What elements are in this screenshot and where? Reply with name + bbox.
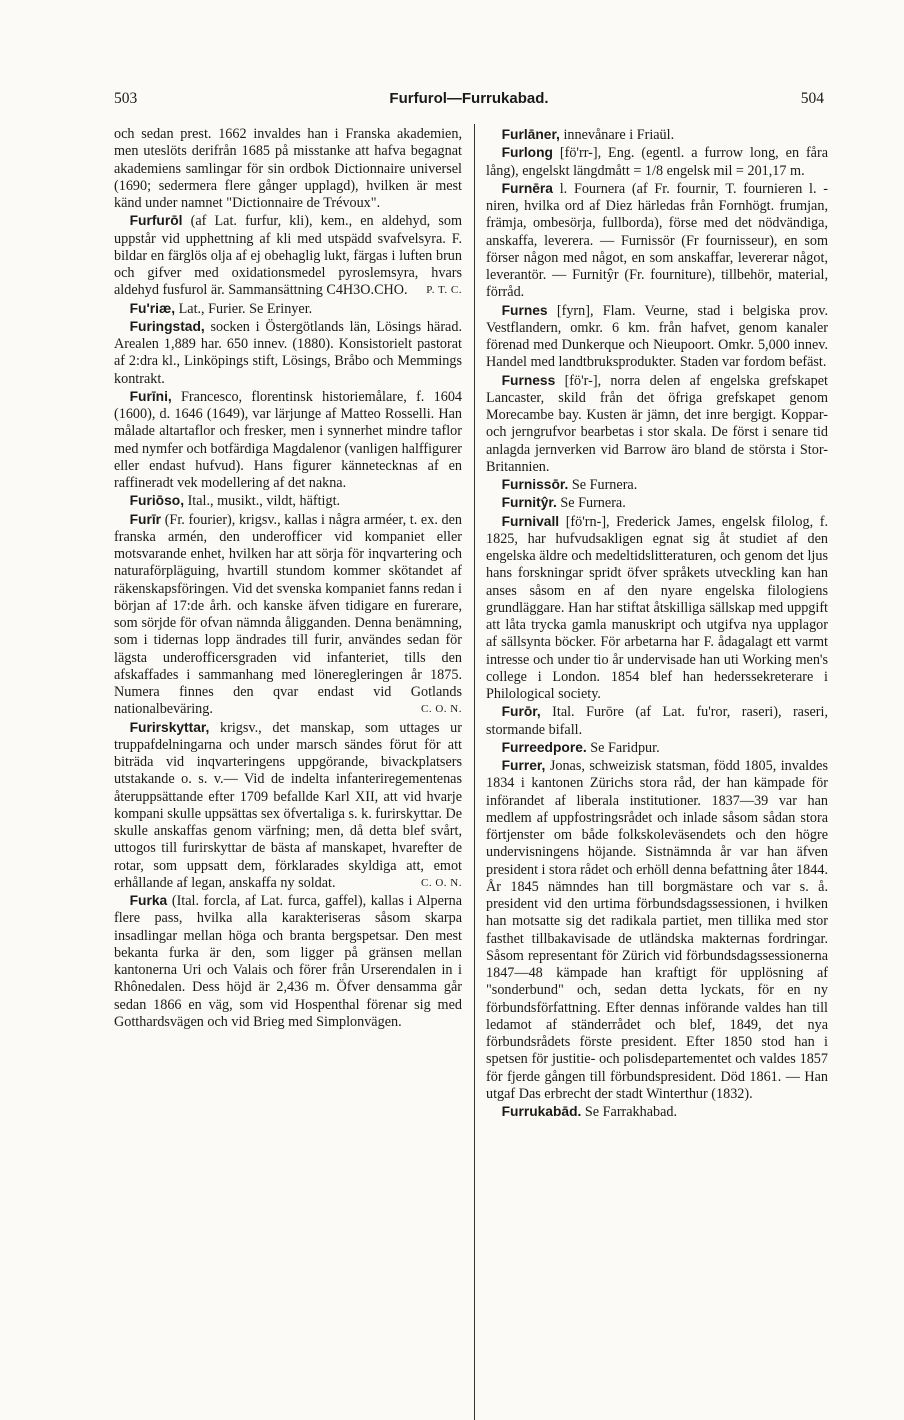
entry-headword: Furreedpore. <box>501 739 587 755</box>
entry-headword: Furiōso, <box>129 493 185 509</box>
page-header <box>114 90 824 114</box>
entry-text: och sedan prest. 1662 invaldes han i Franska akademien, men uteslöts derifrån 1685 på misstanke att hafva begagnat akademiens samlingar för sin ordbok Dictionnaire universel (1690; sedermera flere gånger upplagd), hvilken är mest känd under namnet "Dictionnaire de Trévoux". <box>114 126 462 211</box>
entry-headword: Furfurōl <box>129 213 183 229</box>
dictionary-entry <box>114 388 462 493</box>
page-number-left: 503 <box>114 90 138 107</box>
entry-headword: Furnes <box>501 302 548 318</box>
entry-text: [fyrn], Flam. Veurne, stad i belgiska prov. Vestflandern, omkr. 6 km. från hafvet, genom kanaler förenad med Dunkerque och Nieupoort. Omkr. 5,000 innev. Handel med landtbruksprodukter. Staden var fordom befäst. <box>486 302 828 371</box>
entry-text: l. Fournera (af Fr. fournir, T. fournieren l. -niren, hvilka ord af Diez härledas från Fornhögt. frumjan, främja, ombesörja, fullborda), förse med det nödvändiga, anskaffa, leverera. — Furnissör (Fr fournisseur), en som förser någon med något, en som anskaffar, levererar något, leverantör. — Furnitŷr (Fr. fourniture), tillbehör, material, förråd. <box>486 180 828 301</box>
dictionary-entry <box>486 513 828 704</box>
entry-text: [fö'r-], norra delen af engelska grefskapet Lancaster, skild från det öfriga grefskapet genom Morecambe bay. Kusten är jämn, det inre bergigt. Koppar- och jerngrufvor bearbetas i stor skala. De först i senare tid anlagda jernverken vid Barrow äro bland de största i Stor-Britannien. <box>486 372 828 475</box>
dictionary-entry <box>486 126 828 144</box>
entry-headword: Furīni, <box>129 388 172 404</box>
entry-text: Ital., musikt., vildt, häftigt. <box>187 493 341 510</box>
entry-text: [fö'rn-], Frederick James, engelsk filolog, f. 1825, har hufvudsakligen egnat sig åt studiet af den engelska äldre och medeltidslitteraturen, och genom det ljus hans forskningar spridt öfver språkets utveckling kan han anses såsom en af den nyare engelska filologiens grundläggare. Han har stiftat åtskilliga sällskap med uppgift att låta trycka gamla manuskript och utgifva nya upplagor af sällsynta böcker. För arbetarna har F. ådagalagt ett varmt intresse och under tio år undervisade han uti Working men's college i London. 1854 blef han hederssekreterare i Philological society. <box>486 513 829 702</box>
dictionary-entry <box>114 300 462 318</box>
entry-headword: Furrer, <box>501 758 546 773</box>
left-column <box>114 126 462 1031</box>
dictionary-entry <box>486 180 828 302</box>
entry-headword: Furrukabād. <box>501 1104 582 1119</box>
page-number-right: 504 <box>800 90 824 107</box>
entry-text: Francesco, florentinsk historiemålare, f. 1604 (1600), d. 1646 (1649), var lärjunge af Matteo Rosselli. Han målade altartaflor och fresker, men i synnerhet mindre taflor med nymfer och botfärdiga Magdalenor (vanligen halffigurer eller endast hufvud). Hans figurer kännetecknas af en raffineradt vek modellering af det nakna. <box>114 388 463 491</box>
entry-text: Jonas, schweizisk statsman, född 1805, invaldes 1834 i kantonen Zürichs stora råd, der han kämpade för införandet af liberala institutioner. 1837—39 var han medlem af uppfostringsrådet och inlade såsom sådan stora förtjenster om både folkskoleväsendets och den högre undervisningens höjande. Sistnämnda år var han äfven president i stora rådet och erhöll denna befattning åter 1844. År 1845 nämndes han till borgmästare och var s. å. president vid den urtima förbundsdagssessionen, i hvilken han motsatte sig det radikala partiet, men tillika med stor fasthet tillbakavisade de utländska makternas fordringar. Såsom representant för Zürich vid förbundsdagssessionerna 1847—48 kämpade han kraftigt för upplösning af "sonderbund" och, sedan detta lyckats, för en ny förbundsförfattning. Efter dennas införande valdes han till ledamot af ständerrådet och blef, 1849, det nya förbundsrådets förste president. Efter 1850 stod han i spetsen för justitie- och polisdepartementet och valdes 1857 för fjerde gången till förbundspresident. Död 1861. — Han utgaf Das erbrecht der stadt Winterthur (1832). <box>486 758 829 1102</box>
entry-text: Se Furnera. <box>560 495 626 512</box>
entry-headword: Furnitŷr. <box>501 495 557 511</box>
author-signature: C. O. N. <box>421 703 462 716</box>
dictionary-entry <box>114 126 462 212</box>
entry-text: Lat., Furier. Se Erinyer. <box>178 300 313 317</box>
dictionary-entry <box>114 212 462 299</box>
dictionary-entry <box>486 1103 828 1121</box>
dictionary-entry <box>486 739 828 757</box>
author-signature: P. T. C. <box>426 284 462 297</box>
entry-text: Se Faridpur. <box>590 739 660 756</box>
right-column <box>486 126 828 1121</box>
entry-headword: Furlong <box>501 145 553 161</box>
entry-headword: Furnissōr. <box>501 477 569 492</box>
column-divider <box>474 124 475 1420</box>
dictionary-entry <box>486 144 828 180</box>
dictionary-entry <box>114 492 462 510</box>
entry-text: innevånare i Friaül. <box>563 127 675 143</box>
entry-text: Se Furnera. <box>571 477 638 493</box>
entry-text: Ital. Furōre (af Lat. fu'ror, raseri), raseri, stormande bifall. <box>486 704 829 738</box>
dictionary-entry <box>114 511 462 719</box>
entry-headword: Furlāner, <box>501 127 560 142</box>
dictionary-entry <box>114 318 462 388</box>
entry-text: (Ital. forcla, af Lat. furca, gaffel), kallas i Alperna flere pass, hvilka alla karakteriseras såsom skarpa insadlingar mellan höga och branta bergspetsar. Den mest bekanta furka är den, som ligger på gränsen mellan kantonerna Uri och Valais och förer från Urserendalen in i Rhônedalen. Dess höjd är 2,436 m. Öfver densamma går sedan 1866 en väg, som vid Hospenthal förenar sig med Gotthardsvägen och vid Brieg med Simplonvägen. <box>114 893 463 1030</box>
entry-headword: Furirskyttar, <box>129 719 210 735</box>
dictionary-entry <box>486 476 828 494</box>
entry-headword: Furingstad, <box>129 318 205 334</box>
entry-text: (Fr. fourier), krigsv., kallas i några arméer, t. ex. den franska armén, den underofficer vid kompaniet eller motsvarande enhet, hvilken har att sörja för inqvartering och naturaförpläguing, hvartill stundom kommer skötandet af räkenskapsföringen. Vid det svenska kompaniet fanns redan i början af 17:de årh. och kanske äfven tidigare en furerare, som sörjde för ofvan nämnda åligganden. Denna benämning, som i tidernas lopp ändrades till furir, användes sedan för lägsta underofficersgraden vid infanteriet, tills den afskaffades i sammanhang med löneregleringen år 1875. Numera finnes den qvar endast vid Gotlands nationalbeväring. <box>114 511 463 718</box>
dictionary-entry <box>486 757 828 1103</box>
entry-headword: Furka <box>129 893 168 908</box>
entry-headword: Furōr, <box>501 704 541 720</box>
author-signature: C. O. N. <box>421 876 462 889</box>
entry-text: krigsv., det manskap, som uttages ur truppafdelningarna och under marsch sändes förut för att biträda vid inqvarteringens uppgörande, bivackplatsers utstakande o. s. v.— Vid de indelta infanteriregementenas återuppsättande efter 1709 befallde Karl XII, att vid hvarje kompani skulle uppsättas sex öfvertaliga s. k. furirskyttar. De skulle anskaffas genom värfning; men, då detta blef svårt, uttogos till furirskyttar de bästa af manskapet, hvarefter de rotar, som uppsatt dem, förklarades skyldiga att, emot erhållande af legan, anskaffa ny soldat. <box>114 719 462 891</box>
entry-text: [fö'rr-], Eng. (egentl. a furrow long, en fåra lång), engelskt längdmått = 1/8 engelsk mil = 201,17 m. <box>486 145 828 179</box>
running-title: Furfurol—Furrukabad. <box>389 90 549 107</box>
entry-headword: Furness <box>501 372 556 388</box>
entry-headword: Furnēra <box>501 180 553 196</box>
entry-text: socken i Östergötlands län, Lösings härad. Arealen 1,889 har. 650 innev. (1880). Konsistorielt pastorat af 2:dra kl., Linköpings stift, Lösings, Bråbo och Memmings kontrakt. <box>114 318 462 387</box>
dictionary-entry <box>114 719 462 893</box>
entry-headword: Fu'riæ, <box>129 300 176 316</box>
dictionary-entry <box>486 494 828 512</box>
entry-text: (af Lat. furfur, kli), kem., en aldehyd, som uppstår vid upphettning af kli med utspädd svafvelsyra. F. bildar en färglös olja af ej obehaglig lukt, färgas i luften brun och gifver med oxidationsmedel pyroslemsyra, hvars aldehyd fusfurol är. Sammansättning C4H3O.CHO. <box>114 213 463 299</box>
dictionary-entry <box>486 703 828 739</box>
entry-text: Se Farrakhabad. <box>584 1104 678 1120</box>
dictionary-entry <box>114 892 462 1031</box>
entry-headword: Furnivall <box>501 513 560 529</box>
dictionary-entry <box>486 372 828 477</box>
dictionary-entry <box>486 302 828 372</box>
entry-headword: Furīr <box>129 511 162 527</box>
